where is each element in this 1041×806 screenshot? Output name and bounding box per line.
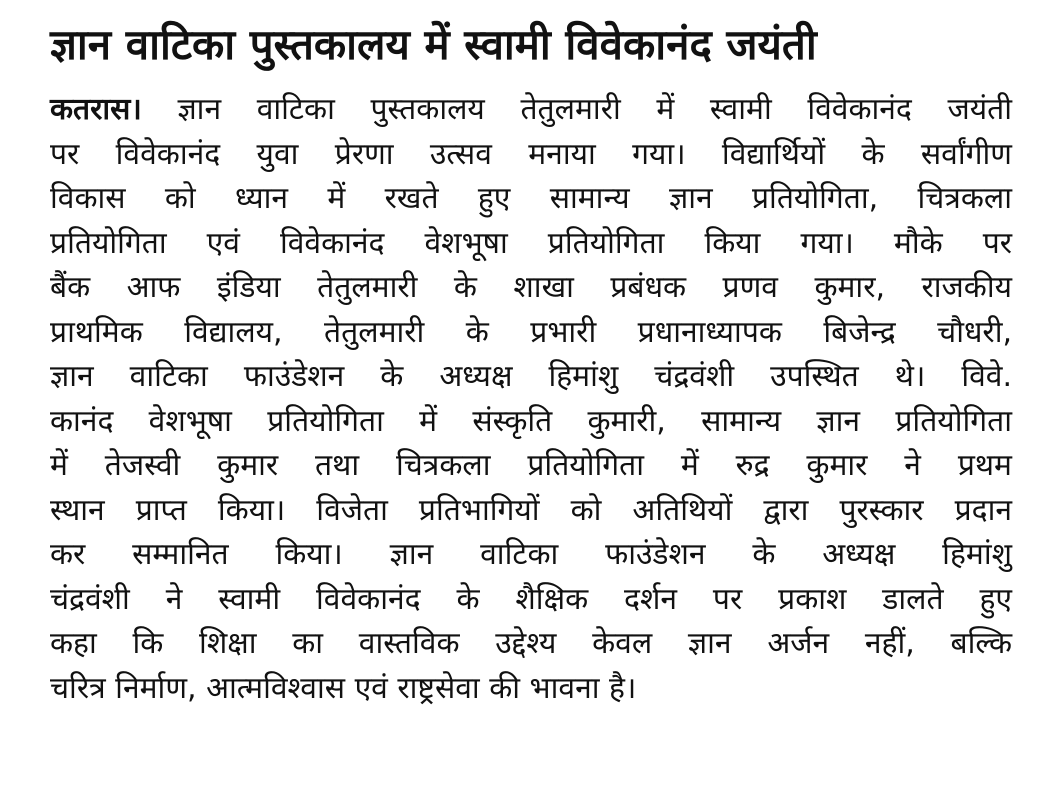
article-line: स्थान प्राप्त किया। विजेता प्रतिभागियों को अतिथियों द्वारा पुरस्कार प्रदान xyxy=(50,492,1012,528)
article-body xyxy=(50,88,1019,711)
article-line: चंद्रवंशी ने स्वामी विवेकानंद के शैक्षिक दर्शन पर प्रकाश डालते हुए xyxy=(50,581,1012,617)
article-line: प्रतियोगिता एवं विवेकानंद वेशभूषा प्रतियोगिता किया गया। मौके पर xyxy=(50,225,1012,261)
article-line: कहा कि शिक्षा का वास्तविक उद्देश्य केवल ज्ञान अर्जन नहीं, बल्कि xyxy=(50,626,1012,661)
article-line: कर सम्मानित किया। ज्ञान वाटिका फाउंडेशन के अध्यक्ष हिमांशु xyxy=(50,537,1012,572)
article-line: पर विवेकानंद युवा प्रेरणा उत्सव मनाया गया। विद्यार्थियों के सर्वांगीण xyxy=(50,136,1012,172)
article-line: ज्ञान वाटिका फाउंडेशन के अध्यक्ष हिमांशु चंद्रवंशी उपस्थित थे। विवे. xyxy=(50,359,1012,394)
headline: ज्ञान वाटिका पुस्तकालय में स्वामी विवेकानंद जयंती xyxy=(50,20,817,69)
article-line: प्राथमिक विद्यालय, तेतुलमारी के प्रभारी प्रधानाध्यापक बिजेन्द्र चौधरी, xyxy=(50,314,1012,350)
article-line xyxy=(50,88,1012,133)
article-line: विकास को ध्यान में रखते हुए सामान्य ज्ञान प्रतियोगिता, चित्रकला xyxy=(50,181,1012,216)
dateline: कतरास। xyxy=(50,92,142,127)
article-line-text: ज्ञान वाटिका पुस्तकालय तेतुलमारी में स्वामी विवेकानंद जयंती xyxy=(177,92,1012,127)
article-line: में तेजस्वी कुमार तथा चित्रकला प्रतियोगिता में रुद्र कुमार ने प्रथम xyxy=(50,448,1012,483)
article-line: कानंद वेशभूषा प्रतियोगिता में संस्कृति कुमारी, सामान्य ज्ञान प्रतियोगिता xyxy=(50,403,1012,439)
article-line: बैंक आफ इंडिया तेतुलमारी के शाखा प्रबंधक प्रणव कुमार, राजकीय xyxy=(50,270,1012,305)
article-line: चरित्र निर्माण, आत्मविश्वास एवं राष्ट्रसेवा की भावना है। xyxy=(50,670,637,706)
